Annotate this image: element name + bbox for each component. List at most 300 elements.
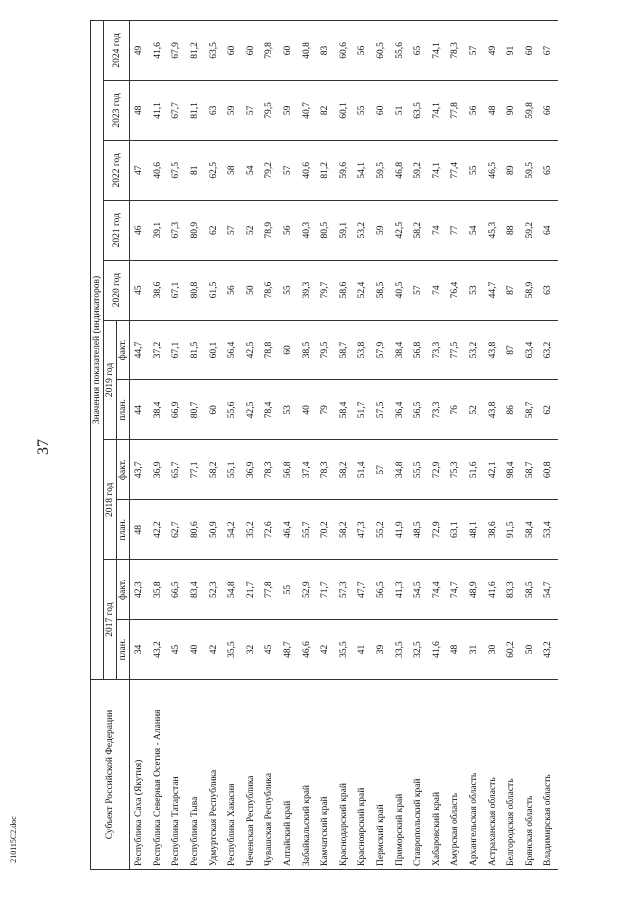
value-cell: 41,6 bbox=[149, 21, 168, 81]
value-cell: 56,5 bbox=[409, 380, 428, 440]
value-cell: 88 bbox=[502, 200, 521, 260]
value-cell: 58,5 bbox=[520, 560, 539, 620]
value-cell: 59,1 bbox=[335, 200, 354, 260]
table-row bbox=[483, 21, 502, 870]
value-cell: 53,2 bbox=[353, 200, 372, 260]
table-row bbox=[149, 21, 168, 870]
header-fact: факт. bbox=[117, 320, 130, 380]
value-cell: 47,7 bbox=[353, 560, 372, 620]
value-cell: 57 bbox=[409, 260, 428, 320]
value-cell: 56 bbox=[465, 80, 484, 140]
value-cell: 73,3 bbox=[428, 320, 447, 380]
value-cell: 42,5 bbox=[390, 200, 409, 260]
value-cell: 72,9 bbox=[428, 500, 447, 560]
value-cell: 65,7 bbox=[167, 440, 186, 500]
value-cell: 62 bbox=[204, 200, 223, 260]
value-cell: 74,7 bbox=[446, 560, 465, 620]
value-cell: 45,3 bbox=[483, 200, 502, 260]
value-cell: 54,8 bbox=[223, 560, 242, 620]
value-cell: 78,9 bbox=[260, 200, 279, 260]
value-cell: 90 bbox=[502, 80, 521, 140]
value-cell: 45 bbox=[167, 620, 186, 680]
header-2021: 2021 год bbox=[104, 200, 130, 260]
value-cell: 75,3 bbox=[446, 440, 465, 500]
table-row bbox=[539, 21, 558, 870]
value-cell: 46,8 bbox=[390, 140, 409, 200]
subject-name: Чувашская Республика bbox=[260, 680, 279, 870]
value-cell: 54,5 bbox=[409, 560, 428, 620]
table-row bbox=[390, 21, 409, 870]
header-plan: план. bbox=[117, 500, 130, 560]
value-cell: 55,6 bbox=[390, 21, 409, 81]
value-cell: 77,8 bbox=[260, 560, 279, 620]
value-cell: 49 bbox=[130, 21, 149, 81]
value-cell: 83,4 bbox=[186, 560, 205, 620]
value-cell: 48 bbox=[130, 80, 149, 140]
value-cell: 67,3 bbox=[167, 200, 186, 260]
table-row bbox=[465, 21, 484, 870]
subject-name: Республика Татарстан bbox=[167, 680, 186, 870]
value-cell: 83 bbox=[316, 21, 335, 81]
value-cell: 49 bbox=[483, 21, 502, 81]
value-cell: 38,4 bbox=[390, 320, 409, 380]
value-cell: 57 bbox=[465, 21, 484, 81]
value-cell: 31 bbox=[465, 620, 484, 680]
value-cell: 79,8 bbox=[260, 21, 279, 81]
subject-name: Камчатский край bbox=[316, 680, 335, 870]
value-cell: 41,6 bbox=[428, 620, 447, 680]
value-cell: 52,9 bbox=[297, 560, 316, 620]
value-cell: 78,4 bbox=[260, 380, 279, 440]
value-cell: 42,3 bbox=[130, 560, 149, 620]
value-cell: 42,2 bbox=[149, 500, 168, 560]
value-cell: 59 bbox=[223, 80, 242, 140]
value-cell: 66,9 bbox=[167, 380, 186, 440]
value-cell: 46,4 bbox=[279, 500, 298, 560]
value-cell: 67,9 bbox=[167, 21, 186, 81]
value-cell: 41,1 bbox=[149, 80, 168, 140]
value-cell: 59,5 bbox=[372, 140, 391, 200]
value-cell: 80,6 bbox=[186, 500, 205, 560]
table-row bbox=[353, 21, 372, 870]
value-cell: 79,5 bbox=[260, 80, 279, 140]
value-cell: 63,2 bbox=[539, 320, 558, 380]
value-cell: 67 bbox=[539, 21, 558, 81]
value-cell: 67,1 bbox=[167, 260, 186, 320]
value-cell: 54,2 bbox=[223, 500, 242, 560]
value-cell: 57,3 bbox=[335, 560, 354, 620]
value-cell: 35,5 bbox=[335, 620, 354, 680]
value-cell: 53 bbox=[279, 380, 298, 440]
value-cell: 60,5 bbox=[372, 21, 391, 81]
value-cell: 53 bbox=[465, 260, 484, 320]
table-row bbox=[130, 21, 149, 870]
value-cell: 59,2 bbox=[520, 200, 539, 260]
value-cell: 36,9 bbox=[242, 440, 261, 500]
header-2018: 2018 год bbox=[104, 440, 117, 560]
value-cell: 60 bbox=[223, 21, 242, 81]
value-cell: 98,4 bbox=[502, 440, 521, 500]
value-cell: 52,3 bbox=[204, 560, 223, 620]
value-cell: 53,2 bbox=[465, 320, 484, 380]
value-cell: 60,1 bbox=[335, 80, 354, 140]
value-cell: 48 bbox=[130, 500, 149, 560]
subject-name: Удмуртская Республика bbox=[204, 680, 223, 870]
value-cell: 58,6 bbox=[335, 260, 354, 320]
value-cell: 46,6 bbox=[297, 620, 316, 680]
value-cell: 35,8 bbox=[149, 560, 168, 620]
value-cell: 57,9 bbox=[372, 320, 391, 380]
value-cell: 58,5 bbox=[372, 260, 391, 320]
value-cell: 40,8 bbox=[297, 21, 316, 81]
value-cell: 55,6 bbox=[223, 380, 242, 440]
value-cell: 38,4 bbox=[149, 380, 168, 440]
value-cell: 37,2 bbox=[149, 320, 168, 380]
value-cell: 67,5 bbox=[167, 140, 186, 200]
table-row bbox=[428, 21, 447, 870]
value-cell: 33,5 bbox=[390, 620, 409, 680]
table-row bbox=[167, 21, 186, 870]
header-fact: факт. bbox=[117, 560, 130, 620]
value-cell: 48 bbox=[446, 620, 465, 680]
table-row bbox=[372, 21, 391, 870]
value-cell: 78,3 bbox=[446, 21, 465, 81]
value-cell: 48,5 bbox=[409, 500, 428, 560]
value-cell: 35,5 bbox=[223, 620, 242, 680]
value-cell: 40 bbox=[297, 380, 316, 440]
value-cell: 87 bbox=[502, 320, 521, 380]
value-cell: 64 bbox=[539, 200, 558, 260]
value-cell: 70,2 bbox=[316, 500, 335, 560]
value-cell: 55 bbox=[465, 140, 484, 200]
subject-name: Краснодарский край bbox=[335, 680, 354, 870]
value-cell: 56 bbox=[353, 21, 372, 81]
header-2024: 2024 год bbox=[104, 21, 130, 81]
value-cell: 66,5 bbox=[167, 560, 186, 620]
value-cell: 60 bbox=[520, 21, 539, 81]
value-cell: 72,9 bbox=[428, 440, 447, 500]
value-cell: 54 bbox=[465, 200, 484, 260]
value-cell: 55 bbox=[279, 260, 298, 320]
value-cell: 63,1 bbox=[446, 500, 465, 560]
value-cell: 46,5 bbox=[483, 140, 502, 200]
value-cell: 81,2 bbox=[186, 21, 205, 81]
value-cell: 50 bbox=[520, 620, 539, 680]
value-cell: 79,7 bbox=[316, 260, 335, 320]
value-cell: 80,7 bbox=[186, 380, 205, 440]
subject-name: Брянская область bbox=[520, 680, 539, 870]
value-cell: 73,3 bbox=[428, 380, 447, 440]
subject-name: Амурская область bbox=[446, 680, 465, 870]
value-cell: 55 bbox=[279, 560, 298, 620]
value-cell: 57 bbox=[372, 440, 391, 500]
value-cell: 60,6 bbox=[335, 21, 354, 81]
value-cell: 56,8 bbox=[279, 440, 298, 500]
value-cell: 58,7 bbox=[520, 380, 539, 440]
value-cell: 67,7 bbox=[167, 80, 186, 140]
value-cell: 21,7 bbox=[242, 560, 261, 620]
value-cell: 79,2 bbox=[260, 140, 279, 200]
subject-name: Пермский край bbox=[372, 680, 391, 870]
value-cell: 77,8 bbox=[446, 80, 465, 140]
header-2023: 2023 год bbox=[104, 80, 130, 140]
value-cell: 59 bbox=[279, 80, 298, 140]
rotated-table-container bbox=[90, 10, 610, 870]
value-cell: 74 bbox=[428, 200, 447, 260]
value-cell: 44 bbox=[130, 380, 149, 440]
header-2020: 2020 год bbox=[104, 260, 130, 320]
value-cell: 52 bbox=[242, 200, 261, 260]
value-cell: 58,2 bbox=[204, 440, 223, 500]
value-cell: 40,6 bbox=[149, 140, 168, 200]
subject-name: Ставропольский край bbox=[409, 680, 428, 870]
value-cell: 32,5 bbox=[409, 620, 428, 680]
value-cell: 77,1 bbox=[186, 440, 205, 500]
table-row bbox=[446, 21, 465, 870]
value-cell: 58,4 bbox=[520, 500, 539, 560]
header-indicators: Значения показателей (индикаторов) bbox=[91, 21, 104, 680]
value-cell: 48,7 bbox=[279, 620, 298, 680]
value-cell: 74,1 bbox=[428, 21, 447, 81]
value-cell: 40 bbox=[186, 620, 205, 680]
subject-name: Республика Хакасия bbox=[223, 680, 242, 870]
value-cell: 53,8 bbox=[353, 320, 372, 380]
value-cell: 55,7 bbox=[297, 500, 316, 560]
table-row bbox=[409, 21, 428, 870]
subject-name: Белгородская область bbox=[502, 680, 521, 870]
value-cell: 58 bbox=[223, 140, 242, 200]
value-cell: 60 bbox=[372, 80, 391, 140]
value-cell: 56,4 bbox=[223, 320, 242, 380]
value-cell: 78,6 bbox=[260, 260, 279, 320]
value-cell: 40,7 bbox=[297, 80, 316, 140]
value-cell: 36,4 bbox=[390, 380, 409, 440]
value-cell: 62,5 bbox=[204, 140, 223, 200]
value-cell: 43,8 bbox=[483, 380, 502, 440]
value-cell: 78,3 bbox=[260, 440, 279, 500]
value-cell: 51 bbox=[390, 80, 409, 140]
value-cell: 58,7 bbox=[520, 440, 539, 500]
value-cell: 80,8 bbox=[186, 260, 205, 320]
value-cell: 55 bbox=[353, 80, 372, 140]
value-cell: 63,5 bbox=[204, 21, 223, 81]
value-cell: 43,7 bbox=[130, 440, 149, 500]
value-cell: 46 bbox=[130, 200, 149, 260]
value-cell: 47,3 bbox=[353, 500, 372, 560]
value-cell: 76,4 bbox=[446, 260, 465, 320]
value-cell: 59,8 bbox=[520, 80, 539, 140]
value-cell: 40,3 bbox=[297, 200, 316, 260]
value-cell: 41,3 bbox=[390, 560, 409, 620]
value-cell: 52 bbox=[465, 380, 484, 440]
value-cell: 77 bbox=[446, 200, 465, 260]
value-cell: 78,3 bbox=[316, 440, 335, 500]
value-cell: 91 bbox=[502, 21, 521, 81]
value-cell: 63,4 bbox=[520, 320, 539, 380]
value-cell: 74,1 bbox=[428, 140, 447, 200]
value-cell: 60,8 bbox=[539, 440, 558, 500]
value-cell: 51,7 bbox=[353, 380, 372, 440]
value-cell: 57 bbox=[279, 140, 298, 200]
value-cell: 60 bbox=[242, 21, 261, 81]
value-cell: 55,1 bbox=[223, 440, 242, 500]
table-row bbox=[316, 21, 335, 870]
value-cell: 47 bbox=[130, 140, 149, 200]
value-cell: 60,1 bbox=[204, 320, 223, 380]
value-cell: 89 bbox=[502, 140, 521, 200]
subject-name: Владимирская область bbox=[539, 680, 558, 870]
value-cell: 74,4 bbox=[428, 560, 447, 620]
table-row bbox=[204, 21, 223, 870]
value-cell: 34 bbox=[130, 620, 149, 680]
value-cell: 63,5 bbox=[409, 80, 428, 140]
header-fact: факт. bbox=[117, 440, 130, 500]
value-cell: 66 bbox=[539, 80, 558, 140]
value-cell: 55,5 bbox=[409, 440, 428, 500]
value-cell: 79,5 bbox=[316, 320, 335, 380]
value-cell: 41 bbox=[353, 620, 372, 680]
value-cell: 38,5 bbox=[297, 320, 316, 380]
subject-name: Астраханская область bbox=[483, 680, 502, 870]
value-cell: 62 bbox=[539, 380, 558, 440]
value-cell: 58,2 bbox=[335, 440, 354, 500]
header-2019: 2019 год bbox=[104, 320, 117, 440]
value-cell: 44,7 bbox=[130, 320, 149, 380]
value-cell: 91,5 bbox=[502, 500, 521, 560]
header-2022: 2022 год bbox=[104, 140, 130, 200]
value-cell: 40,5 bbox=[390, 260, 409, 320]
value-cell: 58,2 bbox=[335, 500, 354, 560]
value-cell: 78,8 bbox=[260, 320, 279, 380]
value-cell: 44,7 bbox=[483, 260, 502, 320]
value-cell: 58,2 bbox=[409, 200, 428, 260]
value-cell: 41,6 bbox=[483, 560, 502, 620]
value-cell: 60 bbox=[279, 320, 298, 380]
value-cell: 57 bbox=[242, 80, 261, 140]
value-cell: 43,2 bbox=[539, 620, 558, 680]
value-cell: 63 bbox=[539, 260, 558, 320]
value-cell: 42 bbox=[316, 620, 335, 680]
value-cell: 51,6 bbox=[465, 440, 484, 500]
value-cell: 87 bbox=[502, 260, 521, 320]
value-cell: 50 bbox=[242, 260, 261, 320]
value-cell: 45 bbox=[260, 620, 279, 680]
value-cell: 60,2 bbox=[502, 620, 521, 680]
value-cell: 71,7 bbox=[316, 560, 335, 620]
value-cell: 38,6 bbox=[149, 260, 168, 320]
value-cell: 37,4 bbox=[297, 440, 316, 500]
table-row bbox=[502, 21, 521, 870]
value-cell: 60 bbox=[204, 380, 223, 440]
value-cell: 54,1 bbox=[353, 140, 372, 200]
value-cell: 59,2 bbox=[409, 140, 428, 200]
subject-name: Хабаровский край bbox=[428, 680, 447, 870]
value-cell: 32 bbox=[242, 620, 261, 680]
value-cell: 39,3 bbox=[297, 260, 316, 320]
value-cell: 54 bbox=[242, 140, 261, 200]
value-cell: 59 bbox=[372, 200, 391, 260]
value-cell: 41,9 bbox=[390, 500, 409, 560]
value-cell: 42,5 bbox=[242, 320, 261, 380]
value-cell: 59,5 bbox=[520, 140, 539, 200]
subject-name: Республика Северная Осетия - Алания bbox=[149, 680, 168, 870]
value-cell: 81,2 bbox=[316, 140, 335, 200]
value-cell: 58,7 bbox=[335, 320, 354, 380]
value-cell: 82 bbox=[316, 80, 335, 140]
value-cell: 79 bbox=[316, 380, 335, 440]
value-cell: 80,9 bbox=[186, 200, 205, 260]
value-cell: 83,3 bbox=[502, 560, 521, 620]
value-cell: 56,8 bbox=[409, 320, 428, 380]
value-cell: 56 bbox=[279, 200, 298, 260]
table-row bbox=[186, 21, 205, 870]
value-cell: 40,6 bbox=[297, 140, 316, 200]
value-cell: 36,9 bbox=[149, 440, 168, 500]
value-cell: 67,1 bbox=[167, 320, 186, 380]
subject-name: Чеченская Республика bbox=[242, 680, 261, 870]
value-cell: 56 bbox=[223, 260, 242, 320]
value-cell: 53,4 bbox=[539, 500, 558, 560]
value-cell: 35,2 bbox=[242, 500, 261, 560]
page-number: 37 bbox=[35, 439, 52, 455]
table-row bbox=[297, 21, 316, 870]
indicators-table bbox=[90, 20, 558, 870]
value-cell: 51,4 bbox=[353, 440, 372, 500]
value-cell: 80,5 bbox=[316, 200, 335, 260]
value-cell: 48,1 bbox=[465, 500, 484, 560]
value-cell: 43,8 bbox=[483, 320, 502, 380]
value-cell: 61,5 bbox=[204, 260, 223, 320]
value-cell: 74 bbox=[428, 260, 447, 320]
header-2017: 2017 год bbox=[104, 560, 117, 680]
value-cell: 76 bbox=[446, 380, 465, 440]
value-cell: 54,7 bbox=[539, 560, 558, 620]
value-cell: 39,1 bbox=[149, 200, 168, 260]
value-cell: 50,9 bbox=[204, 500, 223, 560]
table-body bbox=[130, 21, 558, 870]
value-cell: 30 bbox=[483, 620, 502, 680]
subject-name: Алтайский край bbox=[279, 680, 298, 870]
value-cell: 45 bbox=[130, 260, 149, 320]
footer-filename: 210115C2.doc bbox=[8, 816, 18, 863]
table-row bbox=[260, 21, 279, 870]
table-row bbox=[279, 21, 298, 870]
value-cell: 81 bbox=[186, 140, 205, 200]
header-plan: план. bbox=[117, 380, 130, 440]
value-cell: 77,5 bbox=[446, 320, 465, 380]
value-cell: 34,8 bbox=[390, 440, 409, 500]
value-cell: 65 bbox=[409, 21, 428, 81]
value-cell: 48 bbox=[483, 80, 502, 140]
value-cell: 57 bbox=[223, 200, 242, 260]
subject-name: Красноярский край bbox=[353, 680, 372, 870]
value-cell: 86 bbox=[502, 380, 521, 440]
value-cell: 72,6 bbox=[260, 500, 279, 560]
value-cell: 58,9 bbox=[520, 260, 539, 320]
subject-name: Архангельская область bbox=[465, 680, 484, 870]
value-cell: 55,2 bbox=[372, 500, 391, 560]
value-cell: 59,6 bbox=[335, 140, 354, 200]
value-cell: 57,5 bbox=[372, 380, 391, 440]
value-cell: 62,7 bbox=[167, 500, 186, 560]
value-cell: 42 bbox=[204, 620, 223, 680]
table-row bbox=[335, 21, 354, 870]
value-cell: 43,2 bbox=[149, 620, 168, 680]
value-cell: 56,5 bbox=[372, 560, 391, 620]
subject-name: Республика Саха (Якутия) bbox=[130, 680, 149, 870]
value-cell: 42,5 bbox=[242, 380, 261, 440]
value-cell: 58,4 bbox=[335, 380, 354, 440]
